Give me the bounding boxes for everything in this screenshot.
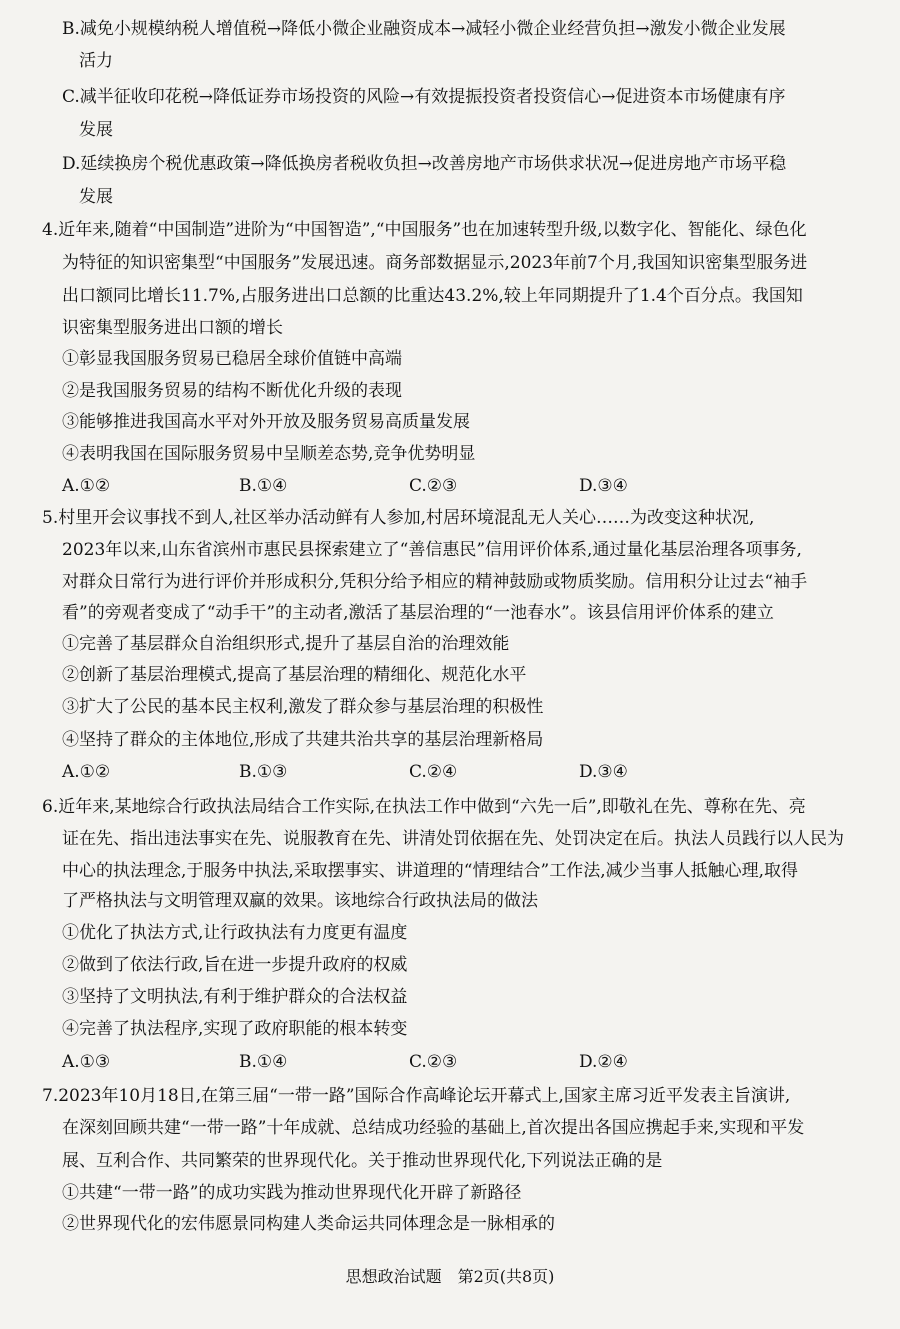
question-6-stem: 了严格执法与文明管理双赢的效果。该地综合行政执法局的做法 bbox=[62, 891, 538, 911]
question-6-stem: 中心的执法理念,于服务中执法,采取摆事实、讲道理的“情理结合”工作法,减少当事人抵触心理,取得 bbox=[62, 861, 798, 881]
question-5-statement: ④坚持了群众的主体地位,形成了共建共治共享的基层治理新格局 bbox=[62, 730, 544, 750]
question-4-stem: 识密集型服务进出口额的增长 bbox=[62, 318, 283, 338]
question-4-statement: ①彰显我国服务贸易已稳居全球价值链中高端 bbox=[62, 349, 402, 369]
question-4-choice-b: B.①④ bbox=[239, 476, 288, 496]
option-b-line: B.减免小规模纳税人增值税→降低小微企业融资成本→减轻小微企业经营负担→激发小微企业发展 bbox=[62, 19, 786, 39]
question-6-stem: 证在先、指出违法事实在先、说服教育在先、讲清处罚依据在先、处罚决定在后。执法人员践行以人民为 bbox=[62, 829, 844, 849]
question-4-choice-c: C.②③ bbox=[409, 476, 458, 496]
question-7-stem: 展、互利合作、共同繁荣的世界现代化。关于推动世界现代化,下列说法正确的是 bbox=[62, 1151, 663, 1171]
question-5-statement: ①完善了基层群众自治组织形式,提升了基层自治的治理效能 bbox=[62, 634, 510, 654]
question-4-statement: ③能够推进我国高水平对外开放及服务贸易高质量发展 bbox=[62, 412, 470, 432]
question-4-stem: 出口额同比增长11.7%,占服务进出口总额的比重达43.2%,较上年同期提升了1.4个百分点。我国知 bbox=[62, 286, 803, 306]
question-5-statement: ②创新了基层治理模式,提高了基层治理的精细化、规范化水平 bbox=[62, 665, 527, 685]
question-5-stem: 2023年以来,山东省滨州市惠民县探索建立了“善信惠民”信用评价体系,通过量化基层治理各项事务, bbox=[62, 540, 802, 560]
question-5-statement: ③扩大了公民的基本民主权利,激发了群众参与基层治理的积极性 bbox=[62, 697, 544, 717]
question-5-stem: 对群众日常行为进行评价并形成积分,凭积分给予相应的精神鼓励或物质奖励。信用积分让过去“袖手 bbox=[62, 572, 808, 592]
question-7-statement: ①共建“一带一路”的成功实践为推动世界现代化开辟了新路径 bbox=[62, 1183, 522, 1203]
question-4-statement: ②是我国服务贸易的结构不断优化升级的表现 bbox=[62, 381, 402, 401]
option-c-line: C.减半征收印花税→降低证券市场投资的风险→有效提振投资者投资信心→促进资本市场健康有序 bbox=[62, 87, 786, 107]
question-4-statement: ④表明我国在国际服务贸易中呈顺差态势,竞争优势明显 bbox=[62, 444, 476, 464]
question-6-stem: 6.近年来,某地综合行政执法局结合工作实际,在执法工作中做到“六先一后”,即敬礼在先、尊称在先、亮 bbox=[42, 797, 806, 817]
option-c-cont: 发展 bbox=[79, 120, 113, 140]
question-5-choice-d: D.③④ bbox=[579, 762, 628, 782]
question-6-choice-d: D.②④ bbox=[579, 1052, 628, 1072]
question-5-stem: 5.村里开会议事找不到人,社区举办活动鲜有人参加,村居环境混乱无人关心……为改变这种状况, bbox=[42, 508, 755, 528]
question-4-choice-a: A.①② bbox=[62, 476, 111, 496]
option-b-cont: 活力 bbox=[79, 51, 113, 71]
question-6-choice-c: C.②③ bbox=[409, 1052, 458, 1072]
option-d-cont: 发展 bbox=[79, 187, 113, 207]
question-5-choice-b: B.①③ bbox=[239, 762, 288, 782]
question-5-stem: 看”的旁观者变成了“动手干”的主动者,激活了基层治理的“一池春水”。该县信用评价体系的建立 bbox=[62, 603, 774, 623]
question-6-statement: ③坚持了文明执法,有利于维护群众的合法权益 bbox=[62, 987, 408, 1007]
question-5-choice-c: C.②④ bbox=[409, 762, 458, 782]
question-7-stem: 在深刻回顾共建“一带一路”十年成就、总结成功经验的基础上,首次提出各国应携起手来,实现和平发 bbox=[62, 1118, 805, 1138]
option-d-line: D.延续换房个税优惠政策→降低换房者税收负担→改善房地产市场供求状况→促进房地产市场平稳 bbox=[62, 154, 787, 174]
question-6-statement: ④完善了执法程序,实现了政府职能的根本转变 bbox=[62, 1019, 408, 1039]
question-4-stem: 4.近年来,随着“中国制造”进阶为“中国智造”,“中国服务”也在加速转型升级,以数字化、智能化、绿色化 bbox=[42, 220, 807, 240]
question-6-choice-b: B.①④ bbox=[239, 1052, 288, 1072]
question-7-stem: 7.2023年10月18日,在第三届“一带一路”国际合作高峰论坛开幕式上,国家主席习近平发表主旨演讲, bbox=[42, 1086, 791, 1106]
question-6-statement: ②做到了依法行政,旨在进一步提升政府的权威 bbox=[62, 955, 408, 975]
question-6-statement: ①优化了执法方式,让行政执法有力度更有温度 bbox=[62, 923, 408, 943]
question-5-choice-a: A.①② bbox=[62, 762, 111, 782]
page-footer: 思想政治试题 第2页(共8页) bbox=[345, 1267, 555, 1286]
question-7-statement: ②世界现代化的宏伟愿景同构建人类命运共同体理念是一脉相承的 bbox=[62, 1214, 555, 1234]
question-6-choice-a: A.①③ bbox=[62, 1052, 111, 1072]
question-4-choice-d: D.③④ bbox=[579, 476, 628, 496]
question-4-stem: 为特征的知识密集型“中国服务”发展迅速。商务部数据显示,2023年前7个月,我国知识密集型服务进 bbox=[62, 253, 808, 273]
